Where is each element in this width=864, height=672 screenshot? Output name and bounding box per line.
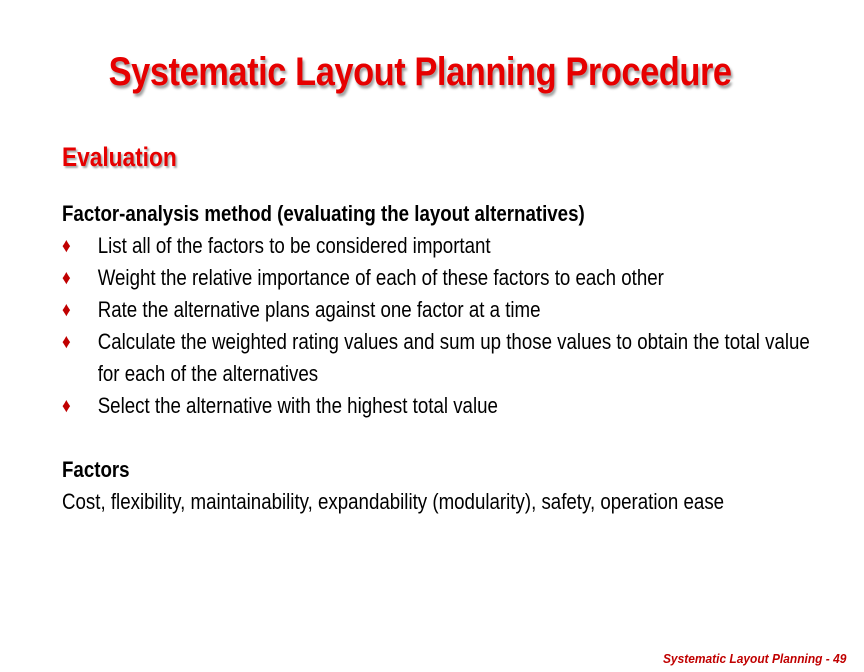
diamond-icon: ♦ [62, 299, 71, 321]
list-item-text: List all of the factors to be considered important [97, 233, 491, 258]
diamond-icon: ♦ [62, 395, 71, 417]
slide-content [62, 198, 810, 518]
method-heading: Factor-analysis method (evaluating the layout alternatives) [62, 201, 585, 226]
list-item [62, 294, 810, 326]
diamond-icon: ♦ [62, 331, 71, 353]
factors-text: Cost, flexibility, maintainability, expandability (modularity), safety, operation ease [62, 489, 725, 514]
list-item [62, 326, 810, 390]
section-heading: Evaluation [62, 142, 177, 172]
list-item-text: Calculate the weighted rating values and sum up those values to obtain the total value for each of the alternatives [97, 329, 810, 386]
list-item-text: Weight the relative importance of each of these factors to each other [97, 265, 664, 290]
slide-title: Systematic Layout Planning Procedure [108, 50, 732, 94]
list-item-text: Rate the alternative plans against one factor at a time [97, 297, 541, 322]
diamond-icon: ♦ [62, 235, 71, 257]
list-item [62, 230, 810, 262]
list-item [62, 262, 810, 294]
slide-footer: Systematic Layout Planning - 49 [662, 651, 846, 666]
spacer [62, 422, 810, 454]
list-item [62, 390, 810, 422]
method-steps-list [62, 230, 810, 422]
factors-heading: Factors [62, 457, 130, 482]
list-item-text: Select the alternative with the highest total value [97, 393, 498, 418]
diamond-icon: ♦ [62, 267, 71, 289]
